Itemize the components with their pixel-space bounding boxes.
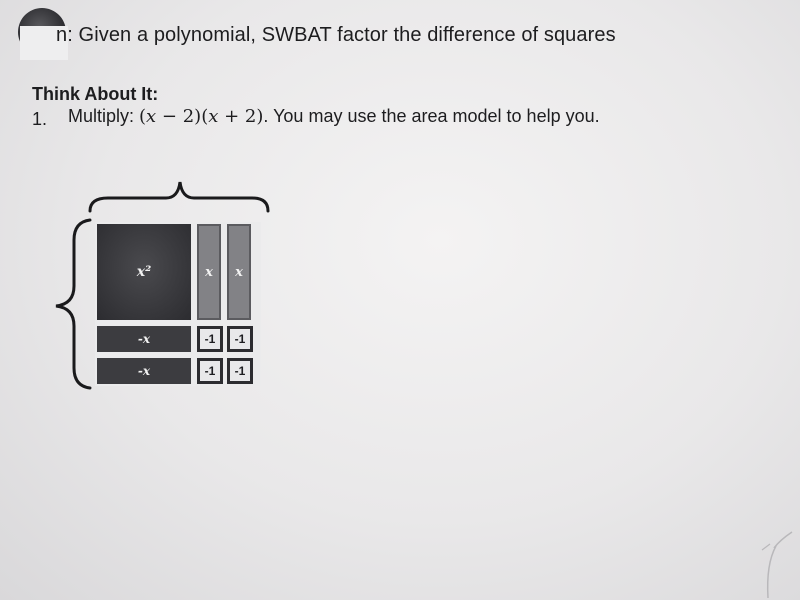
x-squared-tile	[97, 224, 191, 320]
unit-tile	[227, 358, 253, 384]
left-brace	[50, 216, 96, 392]
neg-x-tile-horizontal	[97, 326, 191, 352]
neg-x-tile-horizontal	[97, 358, 191, 384]
neg-x-tile-label: -x	[137, 364, 151, 378]
unit-tile-label: -1	[234, 364, 246, 378]
unit-tile-label: -1	[204, 364, 216, 378]
section-heading: Think About It:	[32, 84, 159, 104]
question-number: 1.	[32, 109, 48, 129]
unit-tile-label: -1	[204, 332, 216, 346]
top-brace	[86, 178, 276, 214]
pencil-mark	[740, 530, 800, 600]
objective-text: n: Given a polynomial, SWBAT factor the difference of squares	[56, 24, 616, 46]
x-tile-vertical	[227, 224, 251, 320]
x-tile-label: x	[205, 264, 213, 280]
unit-tile-label: -1	[234, 332, 246, 346]
unit-tile	[197, 358, 223, 384]
unit-tile	[227, 326, 253, 352]
neg-x-tile-label: -x	[137, 332, 151, 346]
question-suffix: . You may use the area model to help you.	[263, 106, 600, 126]
unit-tile	[197, 326, 223, 352]
area-model-grid	[95, 222, 261, 386]
x-tile-vertical	[197, 224, 221, 320]
x-tile-label: x	[235, 264, 243, 280]
question-text	[68, 106, 600, 127]
x-squared-label: x²	[136, 264, 152, 280]
question-expression: (x − 2)(x + 2)	[139, 106, 264, 127]
question-prefix: Multiply:	[68, 106, 140, 126]
